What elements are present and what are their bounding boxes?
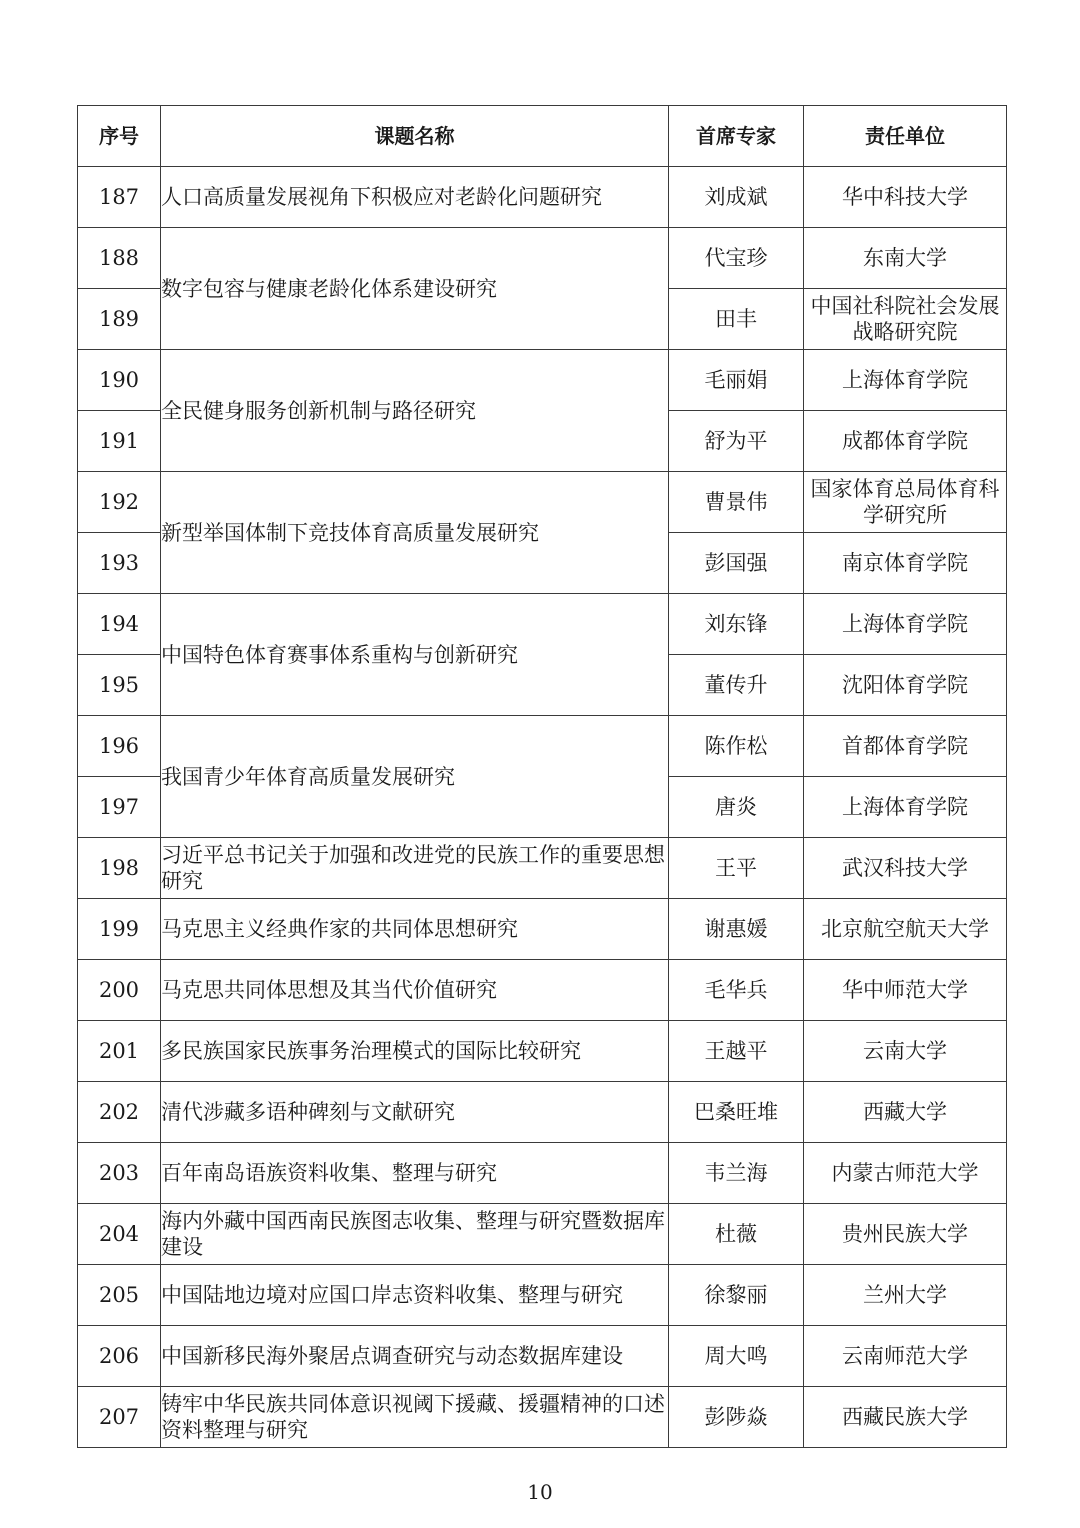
row-title: 中国新移民海外聚居点调查研究与动态数据库建设 xyxy=(161,1326,669,1387)
row-title: 全民健身服务创新机制与路径研究 xyxy=(161,350,669,472)
row-unit: 北京航空航天大学 xyxy=(804,899,1007,960)
row-unit: 云南师范大学 xyxy=(804,1326,1007,1387)
row-index: 206 xyxy=(78,1326,161,1387)
row-expert: 毛丽娟 xyxy=(669,350,804,411)
row-unit: 西藏民族大学 xyxy=(804,1387,1007,1448)
table-row xyxy=(78,228,1007,289)
row-title: 百年南岛语族资料收集、整理与研究 xyxy=(161,1143,669,1204)
row-title: 马克思主义经典作家的共同体思想研究 xyxy=(161,899,669,960)
project-table xyxy=(77,105,1007,1448)
row-unit: 武汉科技大学 xyxy=(804,838,1007,899)
table-row xyxy=(78,167,1007,228)
row-index: 196 xyxy=(78,716,161,777)
row-expert: 杜薇 xyxy=(669,1204,804,1265)
row-index: 190 xyxy=(78,350,161,411)
row-unit: 华中师范大学 xyxy=(804,960,1007,1021)
row-title: 我国青少年体育高质量发展研究 xyxy=(161,716,669,838)
row-unit: 成都体育学院 xyxy=(804,411,1007,472)
row-expert: 周大鸣 xyxy=(669,1326,804,1387)
row-expert: 巴桑旺堆 xyxy=(669,1082,804,1143)
row-index: 203 xyxy=(78,1143,161,1204)
row-index: 197 xyxy=(78,777,161,838)
table-row xyxy=(78,1387,1007,1448)
row-expert: 彭国强 xyxy=(669,533,804,594)
row-index: 198 xyxy=(78,838,161,899)
row-unit: 云南大学 xyxy=(804,1021,1007,1082)
row-index: 192 xyxy=(78,472,161,533)
row-expert: 毛华兵 xyxy=(669,960,804,1021)
row-unit: 首都体育学院 xyxy=(804,716,1007,777)
header-unit: 责任单位 xyxy=(804,106,1007,167)
row-title: 多民族国家民族事务治理模式的国际比较研究 xyxy=(161,1021,669,1082)
row-title: 铸牢中华民族共同体意识视阈下援藏、援疆精神的口述资料整理与研究 xyxy=(161,1387,669,1448)
row-index: 201 xyxy=(78,1021,161,1082)
row-unit: 上海体育学院 xyxy=(804,594,1007,655)
row-unit: 沈阳体育学院 xyxy=(804,655,1007,716)
row-title: 海内外藏中国西南民族图志收集、整理与研究暨数据库建设 xyxy=(161,1204,669,1265)
row-index: 202 xyxy=(78,1082,161,1143)
table-row xyxy=(78,472,1007,533)
row-expert: 彭陟焱 xyxy=(669,1387,804,1448)
table-row xyxy=(78,1143,1007,1204)
header-index: 序号 xyxy=(78,106,161,167)
row-expert: 王平 xyxy=(669,838,804,899)
table-row xyxy=(78,1082,1007,1143)
row-title: 马克思共同体思想及其当代价值研究 xyxy=(161,960,669,1021)
row-index: 194 xyxy=(78,594,161,655)
row-unit: 西藏大学 xyxy=(804,1082,1007,1143)
row-expert: 舒为平 xyxy=(669,411,804,472)
row-expert: 徐黎丽 xyxy=(669,1265,804,1326)
row-unit: 南京体育学院 xyxy=(804,533,1007,594)
row-expert: 董传升 xyxy=(669,655,804,716)
row-expert: 谢惠媛 xyxy=(669,899,804,960)
table-row xyxy=(78,716,1007,777)
row-index: 207 xyxy=(78,1387,161,1448)
row-unit: 兰州大学 xyxy=(804,1265,1007,1326)
row-expert: 韦兰海 xyxy=(669,1143,804,1204)
table-row xyxy=(78,1265,1007,1326)
row-title: 中国陆地边境对应国口岸志资料收集、整理与研究 xyxy=(161,1265,669,1326)
row-title: 人口高质量发展视角下积极应对老龄化问题研究 xyxy=(161,167,669,228)
row-index: 200 xyxy=(78,960,161,1021)
row-expert: 刘成斌 xyxy=(669,167,804,228)
table-row xyxy=(78,1021,1007,1082)
row-expert: 刘东锋 xyxy=(669,594,804,655)
row-title: 习近平总书记关于加强和改进党的民族工作的重要思想研究 xyxy=(161,838,669,899)
table-row xyxy=(78,594,1007,655)
table-row xyxy=(78,350,1007,411)
row-index: 204 xyxy=(78,1204,161,1265)
header-expert: 首席专家 xyxy=(669,106,804,167)
row-expert: 田丰 xyxy=(669,289,804,350)
table-row xyxy=(78,838,1007,899)
row-expert: 曹景伟 xyxy=(669,472,804,533)
table-row xyxy=(78,899,1007,960)
row-index: 187 xyxy=(78,167,161,228)
row-index: 189 xyxy=(78,289,161,350)
row-unit: 国家体育总局体育科学研究所 xyxy=(804,472,1007,533)
row-expert: 代宝珍 xyxy=(669,228,804,289)
row-expert: 陈作松 xyxy=(669,716,804,777)
row-title: 新型举国体制下竞技体育高质量发展研究 xyxy=(161,472,669,594)
row-index: 191 xyxy=(78,411,161,472)
page-number: 10 xyxy=(527,1480,553,1504)
row-unit: 内蒙古师范大学 xyxy=(804,1143,1007,1204)
table-row xyxy=(78,1204,1007,1265)
table-row xyxy=(78,960,1007,1021)
row-unit: 上海体育学院 xyxy=(804,777,1007,838)
row-unit: 上海体育学院 xyxy=(804,350,1007,411)
table-row xyxy=(78,1326,1007,1387)
row-title: 数字包容与健康老龄化体系建设研究 xyxy=(161,228,669,350)
row-unit: 华中科技大学 xyxy=(804,167,1007,228)
row-index: 195 xyxy=(78,655,161,716)
row-index: 193 xyxy=(78,533,161,594)
row-unit: 中国社科院社会发展战略研究院 xyxy=(804,289,1007,350)
row-unit: 东南大学 xyxy=(804,228,1007,289)
row-index: 188 xyxy=(78,228,161,289)
row-index: 199 xyxy=(78,899,161,960)
row-title: 中国特色体育赛事体系重构与创新研究 xyxy=(161,594,669,716)
row-expert: 王越平 xyxy=(669,1021,804,1082)
row-unit: 贵州民族大学 xyxy=(804,1204,1007,1265)
header-title: 课题名称 xyxy=(161,106,669,167)
row-expert: 唐炎 xyxy=(669,777,804,838)
row-title: 清代涉藏多语种碑刻与文献研究 xyxy=(161,1082,669,1143)
row-index: 205 xyxy=(78,1265,161,1326)
table-header-row xyxy=(78,106,1007,167)
